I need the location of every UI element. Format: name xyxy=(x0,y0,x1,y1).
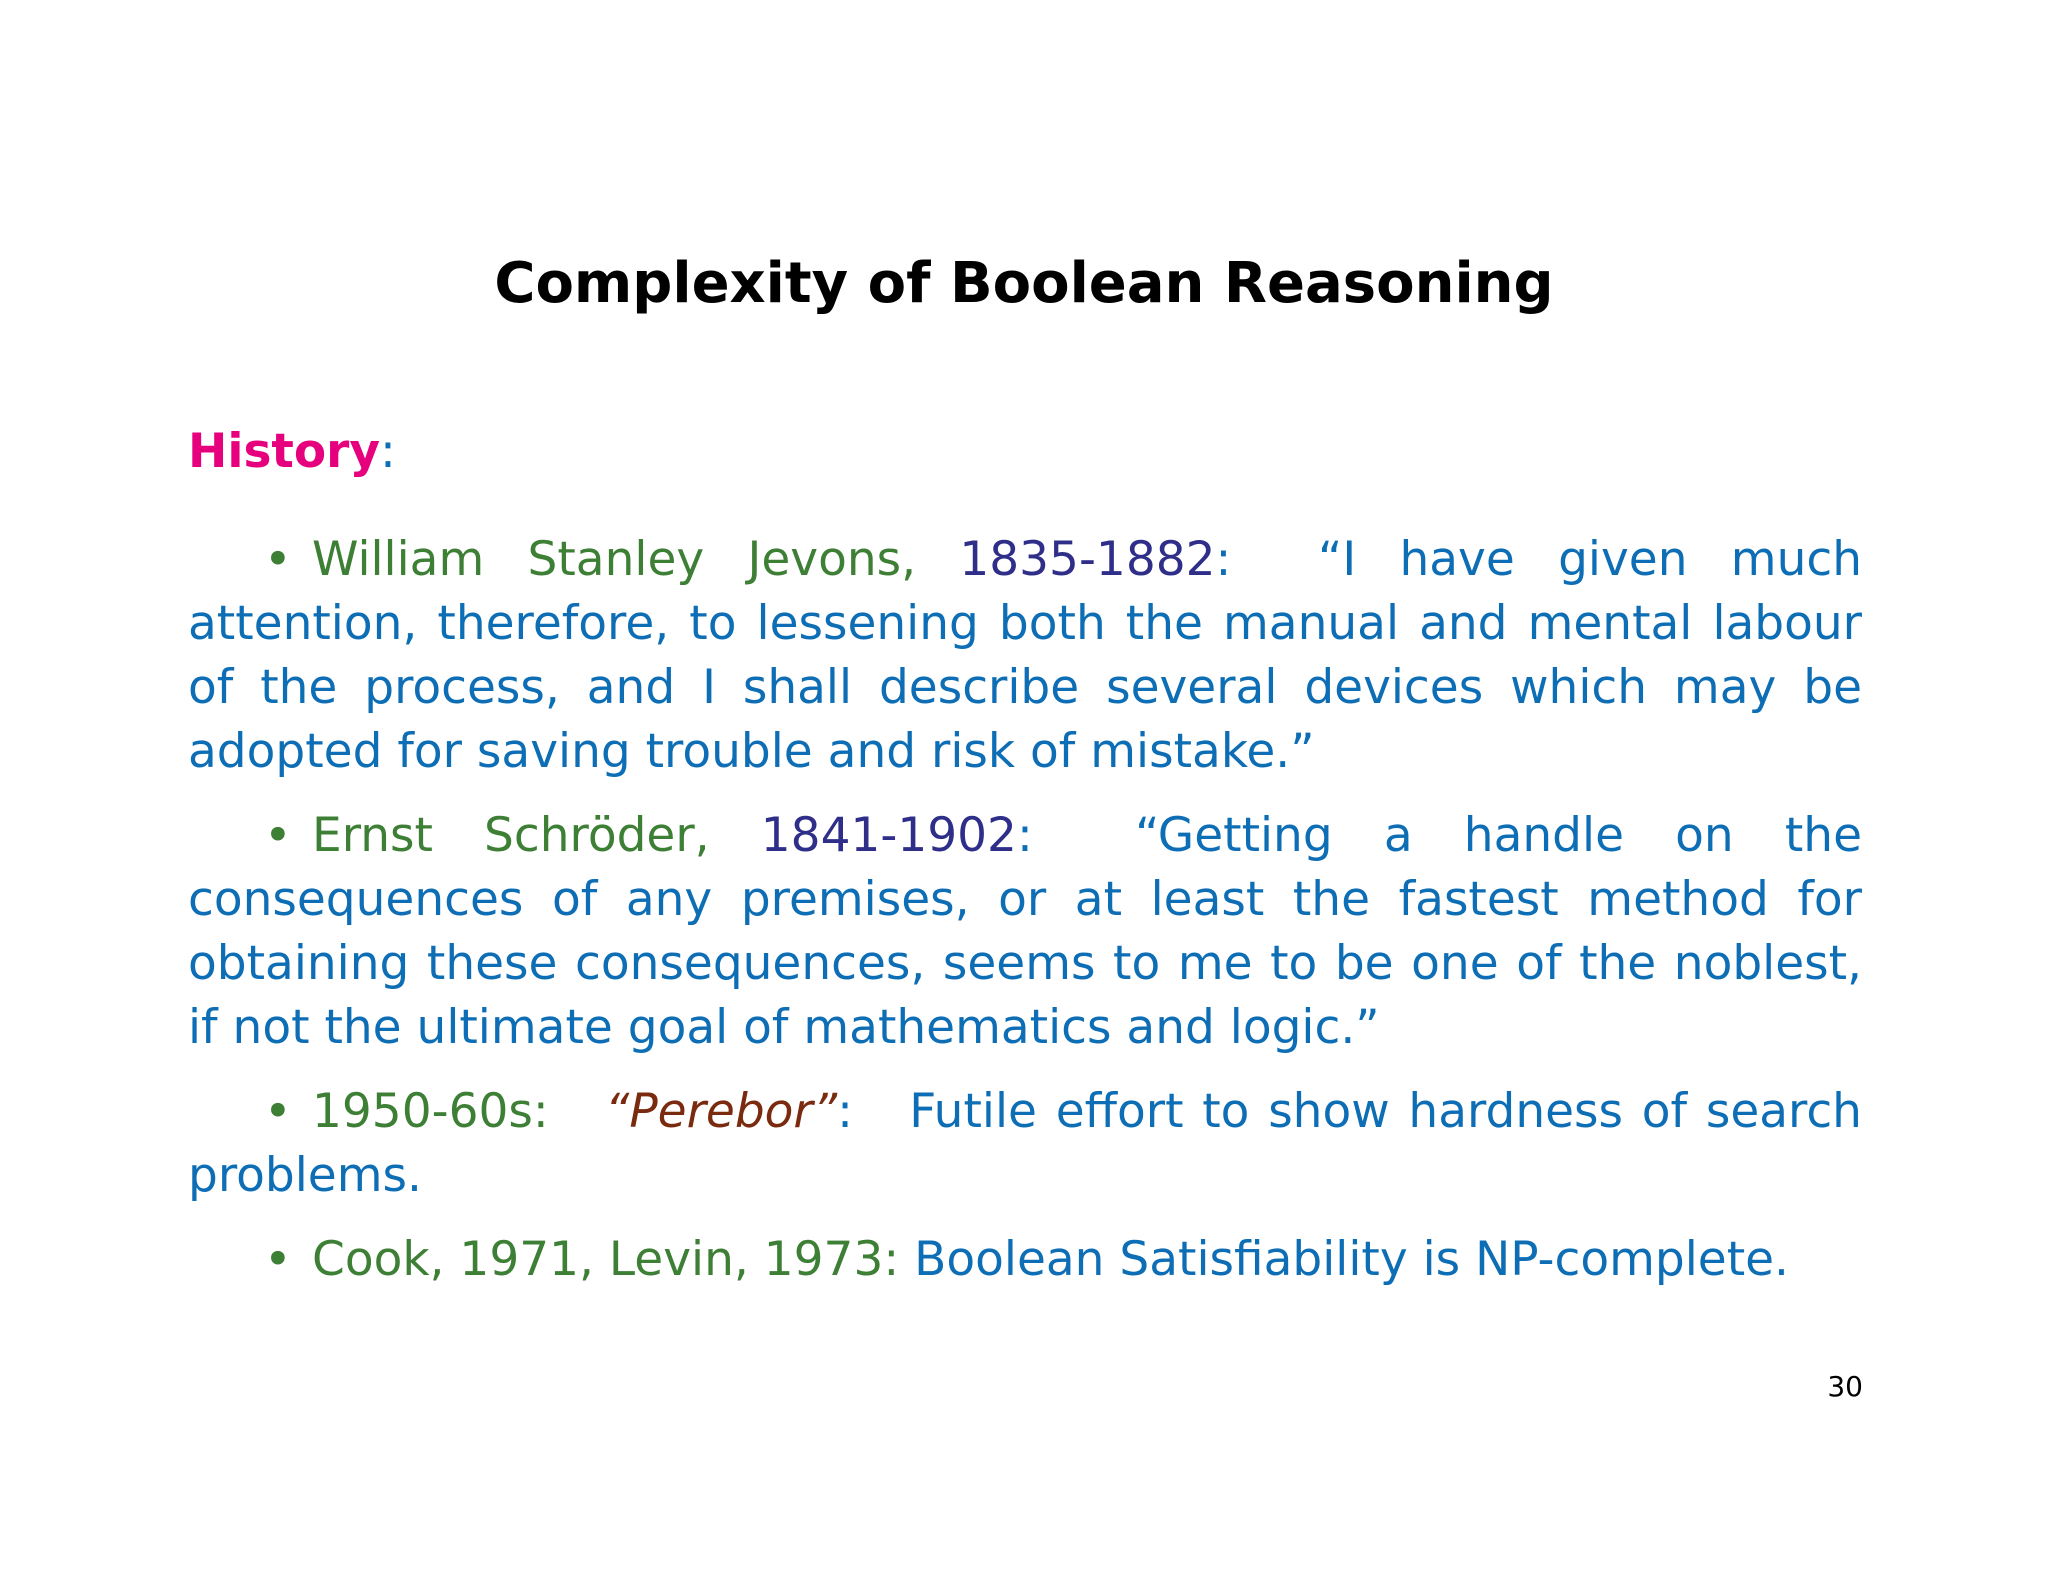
list-item-schroder xyxy=(188,804,1862,1060)
era-label: 1950-60s: xyxy=(312,1084,549,1139)
slide-title: Complexity of Boolean Reasoning xyxy=(494,251,1554,316)
item-colon: : xyxy=(1016,808,1033,863)
list-item-perebor xyxy=(188,1080,1862,1208)
item-colon: : xyxy=(1215,532,1232,587)
perebor-term: “Perebor” xyxy=(604,1084,838,1139)
authors-label: Cook, 1971, Levin, 1973: xyxy=(312,1232,900,1287)
item-text: Boolean Satisfiability is NP-complete. xyxy=(914,1232,1789,1287)
bullet-icon: • xyxy=(264,532,292,587)
person-name: William Stanley Jevons, xyxy=(312,532,917,587)
bullet-icon: • xyxy=(264,808,292,863)
quote-text: “I have given much attention, therefore, to lessening both the manual and mental labour of the process, and I shall describe several devices which may be adopted for saving trouble and risk of mistake.” xyxy=(188,532,1862,779)
person-years: 1841-1902 xyxy=(760,808,1017,863)
bullet-icon: • xyxy=(264,1084,292,1139)
item-colon: : xyxy=(837,1084,853,1139)
section-label: History xyxy=(188,424,380,479)
person-name: Ernst Schröder, xyxy=(312,808,710,863)
section-heading xyxy=(188,420,396,484)
bullet-icon: • xyxy=(264,1232,292,1287)
list-item-cook-levin xyxy=(188,1228,1862,1292)
item-text: Futile effort to show hardness of search problems. xyxy=(188,1084,1862,1203)
quote-text: “Getting a handle on the consequences of any premises, or at least the fastest method for obtaining these consequences, seems to me to be one of the noblest, if not the ultimate goal of mathematics and logic.” xyxy=(188,808,1862,1055)
list-item-jevons xyxy=(188,528,1862,784)
history-list xyxy=(188,528,1862,1312)
person-years: 1835-1882 xyxy=(959,532,1216,587)
page-number: 30 xyxy=(1827,1370,1863,1403)
section-colon: : xyxy=(380,424,396,479)
